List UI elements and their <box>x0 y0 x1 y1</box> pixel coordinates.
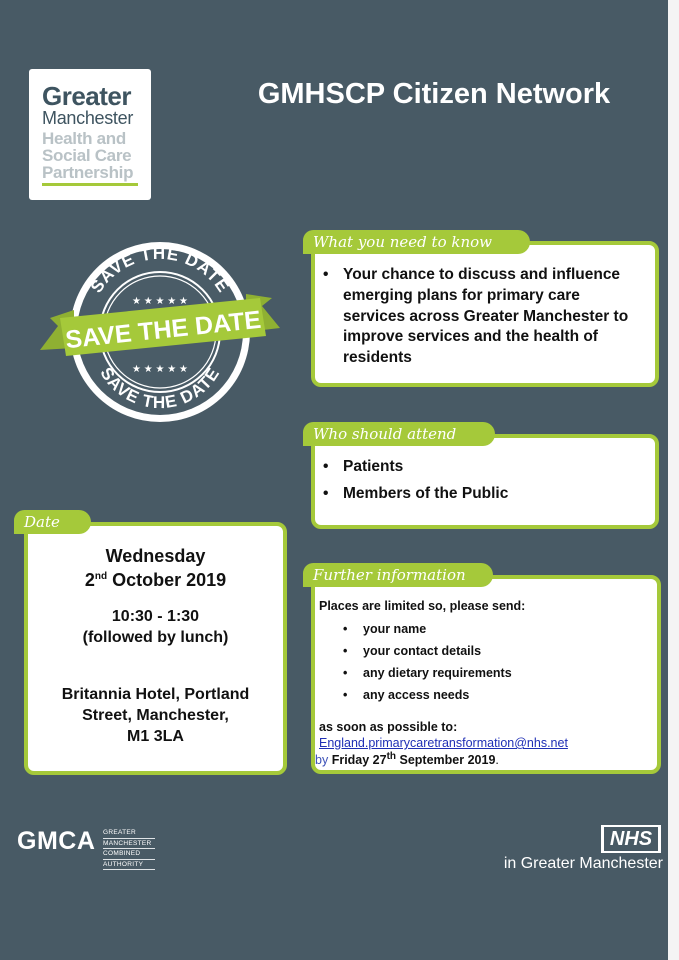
logo-line-manchester: Manchester <box>42 108 134 128</box>
nhs-logo <box>601 825 661 853</box>
event-date: 2nd October 2019 <box>84 570 227 590</box>
save-the-date-badge <box>40 236 280 422</box>
list-item: • your name <box>339 622 512 636</box>
further-info-box <box>311 575 661 774</box>
nhs-subtitle: in Greater Manchester <box>503 855 663 872</box>
info-deadline: by Friday 27th September 2019. <box>315 750 499 767</box>
badge-top-text: SAVE THE DATE <box>86 243 234 297</box>
logo-underline <box>42 183 138 186</box>
who-should-attend-tag: Who should attend <box>303 422 495 446</box>
list-item: • any dietary requirements <box>339 666 512 680</box>
date-tag: Date <box>14 510 91 534</box>
list-item: • any access needs <box>339 688 512 702</box>
who-should-attend-list <box>319 458 637 512</box>
badge-banner-text: SAVE THE DATE <box>64 305 263 355</box>
list-item: • Members of the Public <box>319 485 637 503</box>
what-you-need-list <box>319 265 637 369</box>
what-you-need-box <box>311 241 659 387</box>
gmhscp-logo <box>29 69 151 200</box>
logo-line-partnership: Health and Social Care Partnership <box>42 129 134 182</box>
info-asap: as soon as possible to: <box>319 720 458 734</box>
info-intro: Places are limited so, please send: <box>319 599 526 613</box>
what-you-need-tag: What you need to know <box>303 230 530 254</box>
event-venue: Britannia Hotel, Portland Street, Manchester, M1 3LA <box>61 686 250 745</box>
who-should-attend-box <box>311 434 659 529</box>
info-list <box>339 622 512 710</box>
event-time: 10:30 - 1:30 (followed by lunch) <box>82 608 229 646</box>
list-item: • Patients <box>319 458 637 476</box>
gmca-logo-subtext: GREATER MANCHESTER COMBINED AUTHORITY <box>103 828 155 870</box>
event-day: Wednesday <box>105 546 206 566</box>
badge-stars-top: ★ ★ ★ ★ ★ <box>132 296 188 307</box>
logo-line-greater: Greater <box>42 81 131 111</box>
list-item: • your contact details <box>339 644 512 658</box>
nhs-logo-text: NHS <box>604 827 658 851</box>
further-info-tag: Further information <box>303 563 493 587</box>
page-title: GMHSCP Citizen Network <box>257 78 611 110</box>
date-details <box>28 544 283 747</box>
date-box <box>24 522 287 775</box>
badge-bottom-text: SAVE THE DATE <box>96 363 224 413</box>
list-item: • Your chance to discuss and influence emerging plans for primary care services across Greater Manchester to improve services and the health of residents <box>319 265 637 369</box>
badge-stars-bottom: ★ ★ ★ ★ ★ <box>132 364 188 375</box>
page-edge <box>668 0 679 960</box>
email-link[interactable]: England.primarycaretransformation@nhs.net <box>319 736 568 750</box>
gmca-logo-text: GMCA <box>17 827 96 855</box>
